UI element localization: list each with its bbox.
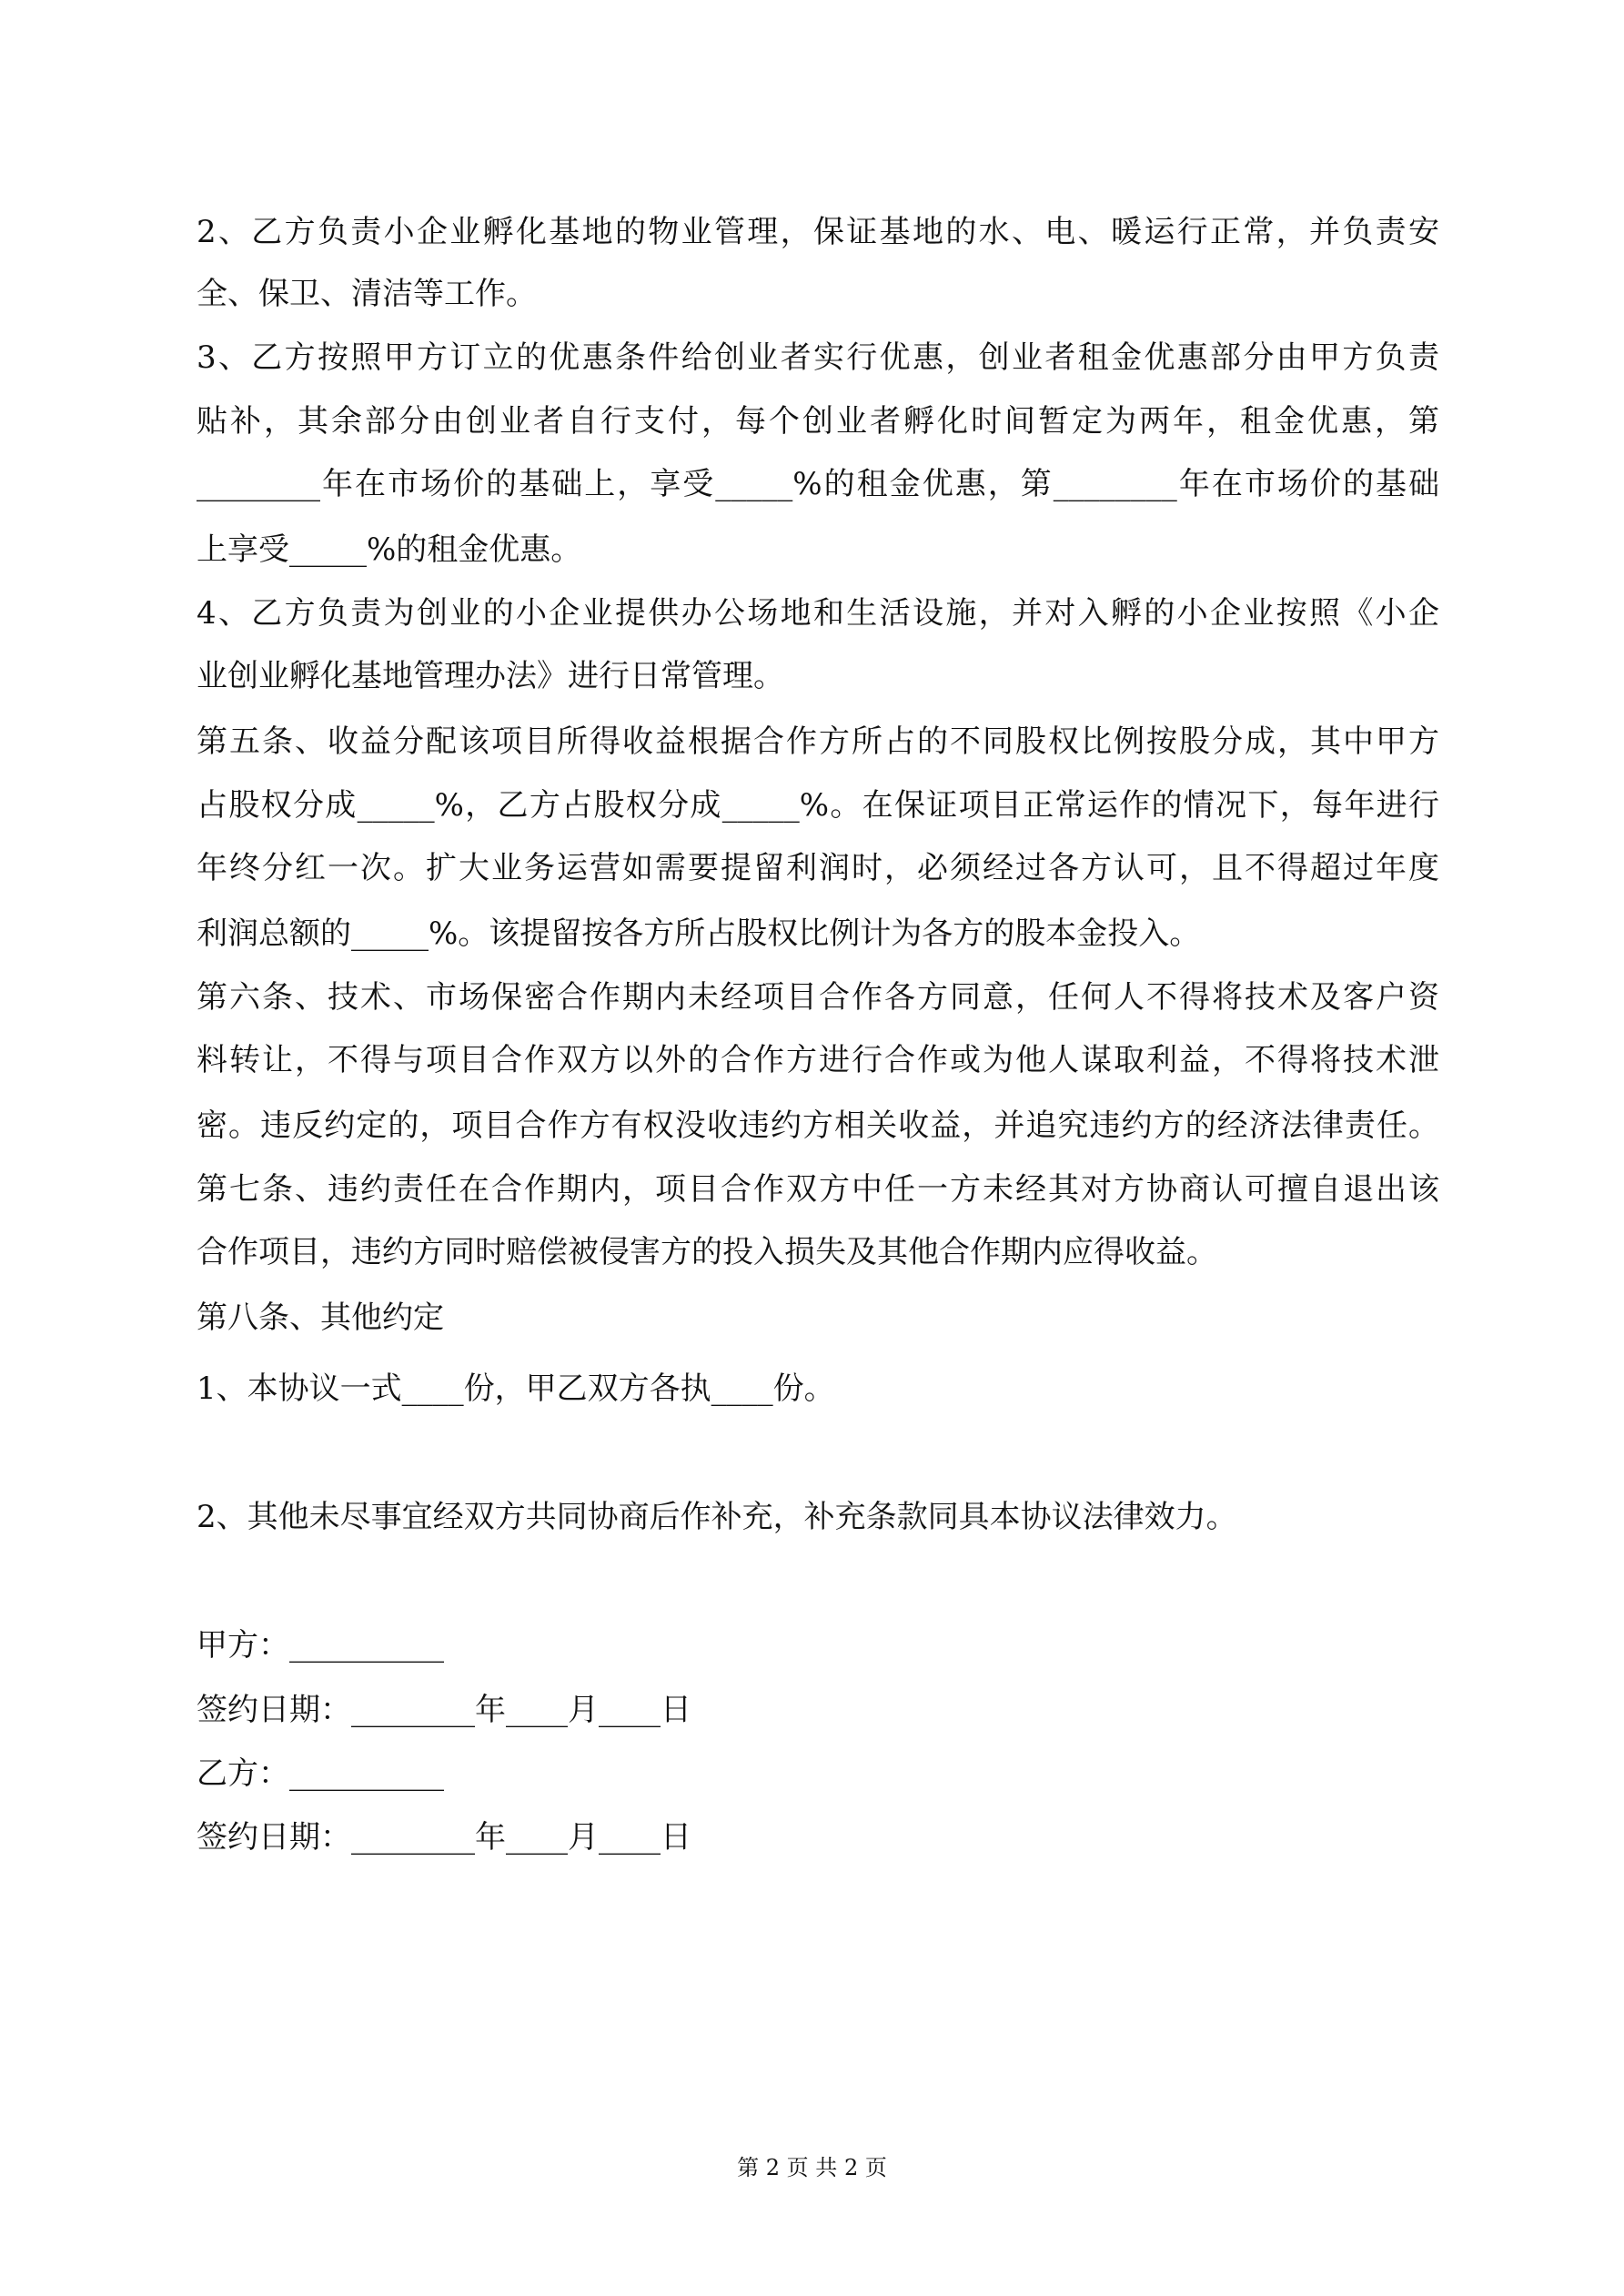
article-5-line-1: 第五条、收益分配该项目所得收益根据合作方所占的不同股权比例按股分成，其中甲方 <box>197 723 1439 760</box>
article-5-line-2: 占股权分成_____%，乙方占股权分成_____%。在保证项目正常运作的情况下，每年进行 <box>197 787 1439 824</box>
article-7-line-1: 第七条、违约责任在合作期内，项目合作双方中任一方未经其对方协商认可擅自退出该 <box>197 1171 1439 1208</box>
article-6-line-1: 第六条、技术、市场保密合作期内未经项目合作各方同意，任何人不得将技术及客户资 <box>197 979 1439 1016</box>
clause-3-line-4: 上享受_____%的租金优惠。 <box>197 531 582 568</box>
article-6-line-3: 密。违反约定的，项目合作方有权没收违约方相关收益，并追究违约方的经济法律责任。 <box>197 1108 1439 1144</box>
clause-4-line-2: 业创业孵化基地管理办法》进行日常管理。 <box>197 658 784 694</box>
article-7-line-2: 合作项目，违约方同时赔偿被侵害方的投入损失及其他合作期内应得收益。 <box>197 1234 1217 1270</box>
article-5-line-3: 年终分红一次。扩大业务运营如需要提留利润时，必须经过各方认可，且不得超过年度 <box>197 850 1439 886</box>
clause-3-line-3: ________年在市场价的基础上，享受_____%的租金优惠，第________年在市场价的基础 <box>197 466 1439 502</box>
page-footer: 第 2 页 共 2 页 <box>737 2155 887 2180</box>
party-a-signature: 甲方：__________ <box>197 1627 444 1664</box>
clause-2-line-1: 2、乙方负责小企业孵化基地的物业管理，保证基地的水、电、暖运行正常，并负责安 <box>197 214 1439 250</box>
clause-4-line-1: 4、乙方负责为创业的小企业提供办公场地和生活设施，并对入孵的小企业按照《小企 <box>197 595 1439 632</box>
party-b-signature: 乙方：__________ <box>197 1755 444 1792</box>
party-b-sign-date: 签约日期：________年____月____日 <box>197 1819 691 1856</box>
article-8-item-2: 2、其他未尽事宜经双方共同协商后作补充，补充条款同具本协议法律效力。 <box>197 1499 1237 1535</box>
party-a-sign-date: 签约日期：________年____月____日 <box>197 1692 691 1728</box>
article-8-heading: 第八条、其他约定 <box>197 1300 444 1336</box>
clause-2-line-2: 全、保卫、清洁等工作。 <box>197 276 537 312</box>
article-5-line-4: 利润总额的_____%。该提留按各方所占股权比例计为各方的股本金投入。 <box>197 915 1201 952</box>
article-8-item-1: 1、本协议一式____份，甲乙双方各执____份。 <box>197 1371 835 1407</box>
clause-3-line-2: 贴补，其余部分由创业者自行支付，每个创业者孵化时间暂定为两年，租金优惠，第 <box>197 403 1439 440</box>
clause-3-line-1: 3、乙方按照甲方订立的优惠条件给创业者实行优惠，创业者租金优惠部分由甲方负责 <box>197 339 1439 376</box>
article-6-line-2: 料转让，不得与项目合作双方以外的合作方进行合作或为他人谋取利益，不得将技术泄 <box>197 1042 1439 1078</box>
